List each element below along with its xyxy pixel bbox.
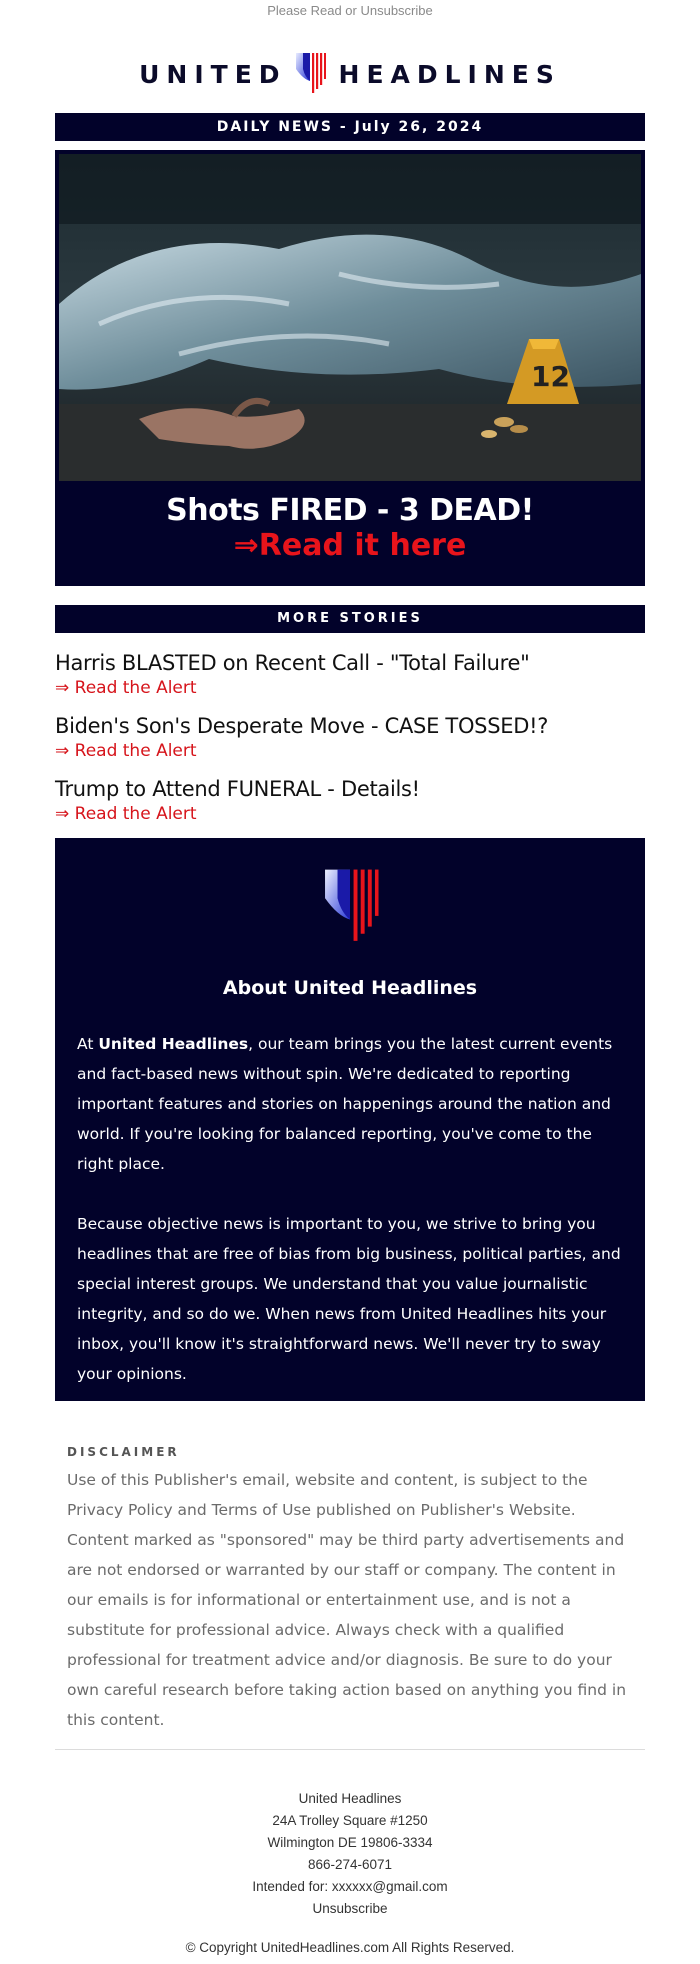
- footer-address-line1: 24A Trolley Square #1250: [272, 1813, 428, 1828]
- story-list: [55, 649, 645, 825]
- footer-copyright: © Copyright UnitedHeadlines.com All Rights Reserved.: [185, 1940, 515, 1955]
- hero-block[interactable]: [55, 150, 645, 586]
- story-item: [55, 712, 645, 762]
- preheader: [0, 0, 700, 25]
- footer-address: [0, 1788, 700, 1920]
- footer-address-line2: Wilmington DE 19806-3334: [267, 1835, 433, 1850]
- story-item: [55, 649, 645, 699]
- shield-logo-icon: [318, 866, 382, 948]
- about-paragraph-2: Because objective news is important to you, we strive to bring you headlines that are free of bias from big business, political parties, and special interest groups. We understand that you value journalistic integrity, and so do we. When news from United Headlines hits your inbox, you'll know it's straightforward news. We'll never try to sway your opinions.: [77, 1215, 621, 1383]
- about-p1-text: , our team brings you the latest current events and fact-based news without spin. We're dedicated to reporting important features and stories on happenings around the nation and world. If you're looking for balanced reporting, you've come to the right place.: [77, 1035, 613, 1173]
- hero-read-link[interactable]: ⇒Read it here: [233, 528, 467, 563]
- about-paragraph-1: [77, 1029, 623, 1179]
- footer-intended-for: Intended for: xxxxxx@gmail.com: [252, 1879, 448, 1894]
- disclaimer-section: [55, 1445, 645, 1735]
- footer-divider: [55, 1749, 645, 1750]
- disclaimer-label: DISCLAIMER: [67, 1445, 180, 1459]
- about-p1-prefix: At: [77, 1035, 99, 1053]
- more-stories-banner: MORE STORIES: [55, 605, 645, 633]
- crime-scene-photo[interactable]: [59, 154, 641, 481]
- logo-word-headlines: HEADLINES: [338, 59, 561, 89]
- brand-logo[interactable]: [0, 39, 700, 109]
- story-title[interactable]: Trump to Attend FUNERAL - Details!: [55, 777, 420, 801]
- date-banner: DAILY NEWS - July 26, 2024: [55, 113, 645, 141]
- story-item: [55, 775, 645, 825]
- preheader-unsubscribe-link[interactable]: Please Read or Unsubscribe: [267, 3, 433, 18]
- story-read-link[interactable]: ⇒ Read the Alert: [55, 804, 197, 824]
- footer-unsubscribe-link[interactable]: Unsubscribe: [312, 1901, 388, 1916]
- shield-logo-icon: [293, 51, 327, 97]
- evidence-marker-number: 12: [531, 360, 570, 393]
- about-title: About United Headlines: [222, 977, 478, 999]
- hero-headline[interactable]: Shots FIRED - 3 DEAD!: [166, 493, 534, 528]
- story-read-link[interactable]: ⇒ Read the Alert: [55, 741, 197, 761]
- about-brand-name: United Headlines: [98, 1035, 249, 1053]
- story-title[interactable]: Biden's Son's Desperate Move - CASE TOSSED!?: [55, 714, 549, 738]
- disclaimer-text: Use of this Publisher's email, website and content, is subject to the Privacy Policy and Terms of Use published on Publisher's Website. Content marked as "sponsored" may be third party advertisements and are not endorsed or warranted by our staff or company. The content in our emails is for informational or entertainment use, and is not a substitute for professional advice. Always check with a qualified professional for treatment advice and/or diagnosis. Be sure to do your own careful research before taking action based on anything you find in this content.: [67, 1471, 627, 1729]
- story-title[interactable]: Harris BLASTED on Recent Call - "Total Failure": [55, 651, 530, 675]
- logo-word-united: UNITED: [139, 59, 287, 89]
- footer-company: United Headlines: [298, 1791, 402, 1806]
- about-section: [55, 838, 645, 1401]
- story-read-link[interactable]: ⇒ Read the Alert: [55, 678, 197, 698]
- footer-phone: 866-274-6071: [307, 1857, 393, 1872]
